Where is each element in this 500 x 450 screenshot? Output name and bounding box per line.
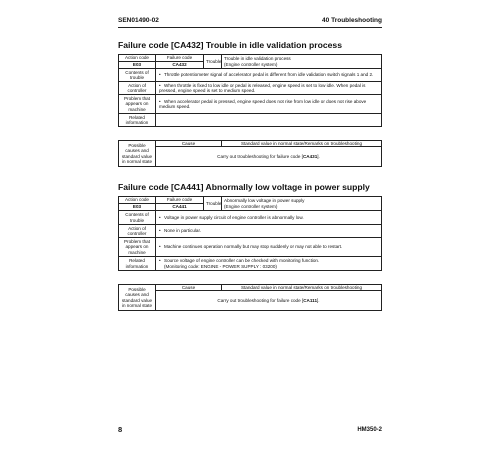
related-label: Related information [119,114,156,127]
cause-instruction: Carry out troubleshooting for failure code [CA111]. [156,291,382,311]
action-code-label: Action code [119,55,156,62]
standard-value-header: Standard value in normal state/Remarks on troubleshooting [222,141,382,147]
contents-value: • Voltage in power supply circuit of engine controller is abnormally low. [156,211,382,225]
section-name: 40 Troubleshooting [322,17,382,24]
doc-code: SEN01490-02 [118,17,159,24]
action-value: • When throttle is fixed to low idle or pedal is released, engine speed is set to low idle. When pedal is pressed, engine speed is set to medium speed. [156,82,382,95]
table-row [119,238,382,257]
table-row [119,55,382,62]
failure-code-value: CA441 [156,204,204,211]
action-label: Action of controller [119,82,156,95]
contents-label: Contents of trouble [119,69,156,82]
header-rule [118,27,382,28]
trouble-description: Trouble in idle validation process (Engine controller system) [222,55,382,69]
action-label: Action of controller [119,225,156,238]
table-row [119,82,382,95]
related-value [156,114,382,127]
contents-label: Contents of trouble [119,211,156,225]
failure-code-value: CA432 [156,62,204,69]
failure-table-ca441 [118,196,382,271]
causes-table-ca441 [118,284,382,311]
trouble-label: Trouble [204,197,222,211]
failure-code-label: Failure code [156,197,204,204]
table-row [119,291,382,311]
table-row [119,114,382,127]
contents-value: • Throttle potentiometer signal of accelerator pedal is different from idle validation switch signals 1 and 2. [156,69,382,82]
trouble-label: Trouble [204,55,222,69]
action-code-label: Action code [119,197,156,204]
table-row [119,95,382,114]
model-code: HM350-2 [357,427,382,433]
related-value: • Source voltage of engine controller can be checked with monitoring function. (Monitoring code: ENGINE - POWER SUPPLY : 03200) [156,257,382,271]
problem-label: Problem that appears on machine [119,95,156,114]
section-title-ca432: Failure code [CA432] Trouble in idle validation process [118,40,342,50]
table-row [119,69,382,82]
cause-instruction: Carry out troubleshooting for failure code [CA431]. [156,147,382,167]
page-number: 8 [118,425,123,434]
problem-value: • Machine continues operation normally but may stop suddenly or may not able to restart. [156,238,382,257]
possible-causes-label: Possible causes and standard value in normal state [119,285,156,311]
table-row [119,211,382,225]
table-row [119,147,382,167]
possible-causes-label: Possible causes and standard value in normal state [119,141,156,167]
table-row [119,257,382,271]
failure-code-label: Failure code [156,55,204,62]
action-code-value: E03 [119,62,156,69]
table-row [119,197,382,204]
causes-table-ca432 [118,140,382,167]
page-header [118,17,382,27]
standard-value-header: Standard value in normal state/Remarks on troubleshooting [222,285,382,291]
section-title-ca441: Failure code [CA441] Abnormally low voltage in power supply [118,182,370,192]
trouble-description: Abnormally low voltage in power supply (Engine controller system) [222,197,382,211]
related-label: Related information [119,257,156,271]
cause-header: Cause [156,141,222,147]
problem-value: • When accelerator pedal is pressed, engine speed does not rise from low idle or does not rise above medium speed. [156,95,382,114]
cause-header: Cause [156,285,222,291]
table-row [119,225,382,238]
problem-label: Problem that appears on machine [119,238,156,257]
failure-table-ca432 [118,54,382,127]
action-code-value: E03 [119,204,156,211]
action-value: • None in particular. [156,225,382,238]
